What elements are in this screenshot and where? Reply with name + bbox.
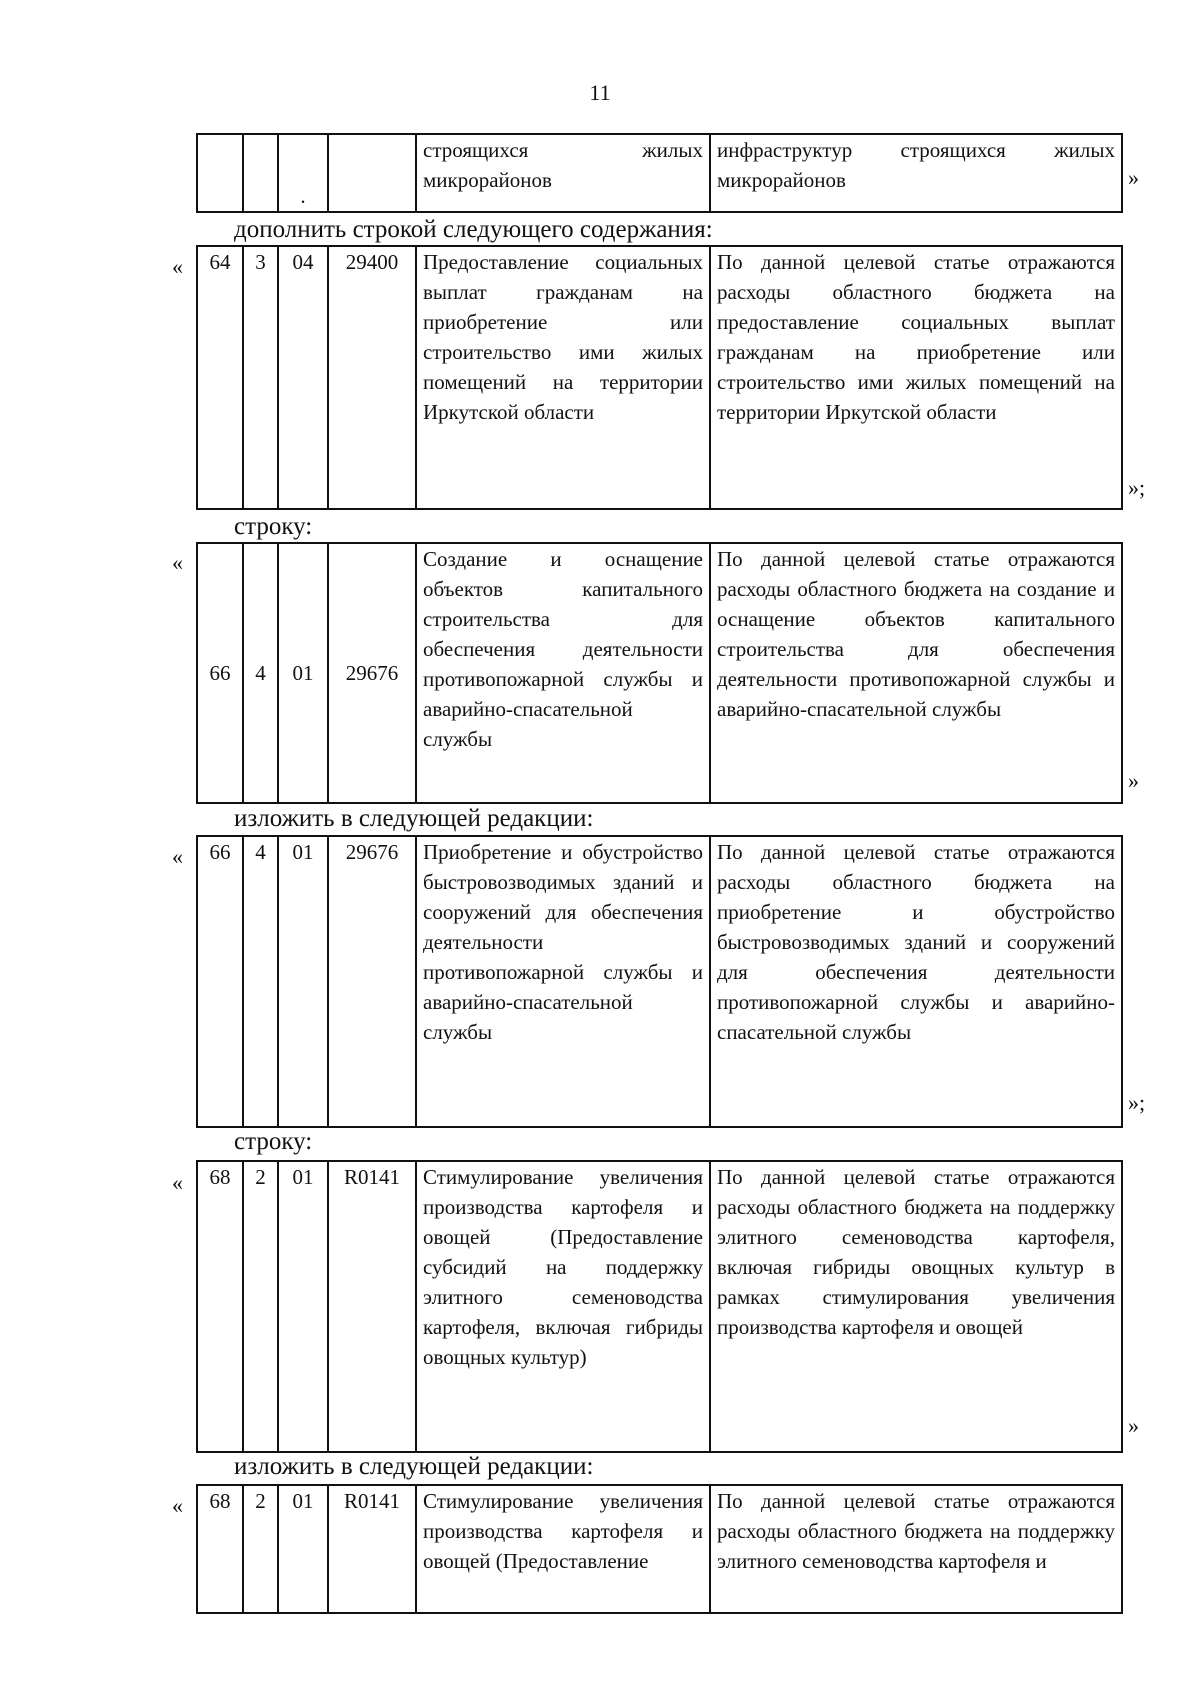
article-description: По данной целевой статье отражаются расходы областного бюджета на поддержку элитного семеноводства картофеля, включая гибриды овощных культур в рамках стимулирования увеличения производства картофеля и овощей [710,1161,1122,1452]
code-cell-4: R0141 [328,1161,416,1452]
article-name: Предоставление социальных выплат гражданам на приобретение или строительство ими жилых помещений на территории Иркутской области [416,246,710,509]
code-cell-3: 01 [278,543,328,803]
open-quote: « [172,844,183,869]
code-cell-4 [328,134,416,212]
code-cell-3: 01 [278,1485,328,1613]
code-cell-1: 66 [197,543,243,803]
table-row [196,1160,1123,1453]
instruction-text: изложить в следующей редакции: [234,1453,594,1480]
table-row [196,1484,1123,1614]
code-cell-1 [197,134,243,212]
article-description: инфраструктур строящихся жилых микрорайонов [710,134,1122,212]
instruction-text: строку: [234,1128,313,1155]
close-quote: » [1128,1413,1139,1438]
article-name: Создание и оснащение объектов капитального строительства для обеспечения деятельности противопожарной службы и аварийно-спасательной службы [416,543,710,803]
code-cell-2: 2 [243,1485,278,1613]
article-description: По данной целевой статье отражаются расходы областного бюджета на приобретение и обустройство быстровозводимых зданий и сооружений для обеспечения деятельности противопожарной службы и аварийно-спасательной службы [710,836,1122,1127]
close-quote: » [1128,165,1139,190]
article-description: По данной целевой статье отражаются расходы областного бюджета на предоставление социальных выплат гражданам на приобретение или строительство ими жилых помещений на территории Иркутской области [710,246,1122,509]
code-cell-3: . [278,134,328,212]
instruction-text: изложить в следующей редакции: [234,805,594,832]
close-quote: »; [1128,1090,1146,1115]
code-cell-3: 01 [278,836,328,1127]
article-name: Приобретение и обустройство быстровозводимых зданий и сооружений для обеспечения деятельности противопожарной службы и аварийно-спасательной службы [416,836,710,1127]
open-quote: « [172,550,183,575]
code-cell-2 [243,134,278,212]
code-cell-4: 29676 [328,543,416,803]
code-cell-2: 4 [243,543,278,803]
code-cell-1: 68 [197,1161,243,1452]
table-row [196,835,1123,1128]
code-cell-1: 64 [197,246,243,509]
close-quote: »; [1128,475,1146,500]
code-cell-1: 68 [197,1485,243,1613]
article-name: строящихся жилых микрорайонов [416,134,710,212]
article-description: По данной целевой статье отражаются расходы областного бюджета на поддержку элитного семеноводства картофеля и [710,1485,1122,1613]
instruction-text: дополнить строкой следующего содержания: [234,216,713,243]
code-cell-1: 66 [197,836,243,1127]
code-cell-4: 29400 [328,246,416,509]
code-cell-2: 2 [243,1161,278,1452]
code-cell-4: R0141 [328,1485,416,1613]
page-number: 11 [589,80,611,105]
open-quote: « [172,1170,183,1195]
article-name: Стимулирование увеличения производства картофеля и овощей (Предоставление субсидий на поддержку элитного семеноводства картофеля, включая гибриды овощных культур) [416,1161,710,1452]
open-quote: « [172,1493,183,1518]
table-row [196,542,1123,804]
close-quote: » [1128,768,1139,793]
code-cell-4: 29676 [328,836,416,1127]
table-row [196,133,1123,213]
article-name: Стимулирование увеличения производства картофеля и овощей (Предоставление [416,1485,710,1613]
code-cell-3: 01 [278,1161,328,1452]
table-row [196,245,1123,510]
code-cell-2: 4 [243,836,278,1127]
code-cell-3: 04 [278,246,328,509]
article-description: По данной целевой статье отражаются расходы областного бюджета на создание и оснащение объектов капитального строительства для обеспечения деятельности противопожарной службы и аварийно-спасательной службы [710,543,1122,803]
open-quote: « [172,254,183,279]
code-cell-2: 3 [243,246,278,509]
instruction-text: строку: [234,513,313,540]
